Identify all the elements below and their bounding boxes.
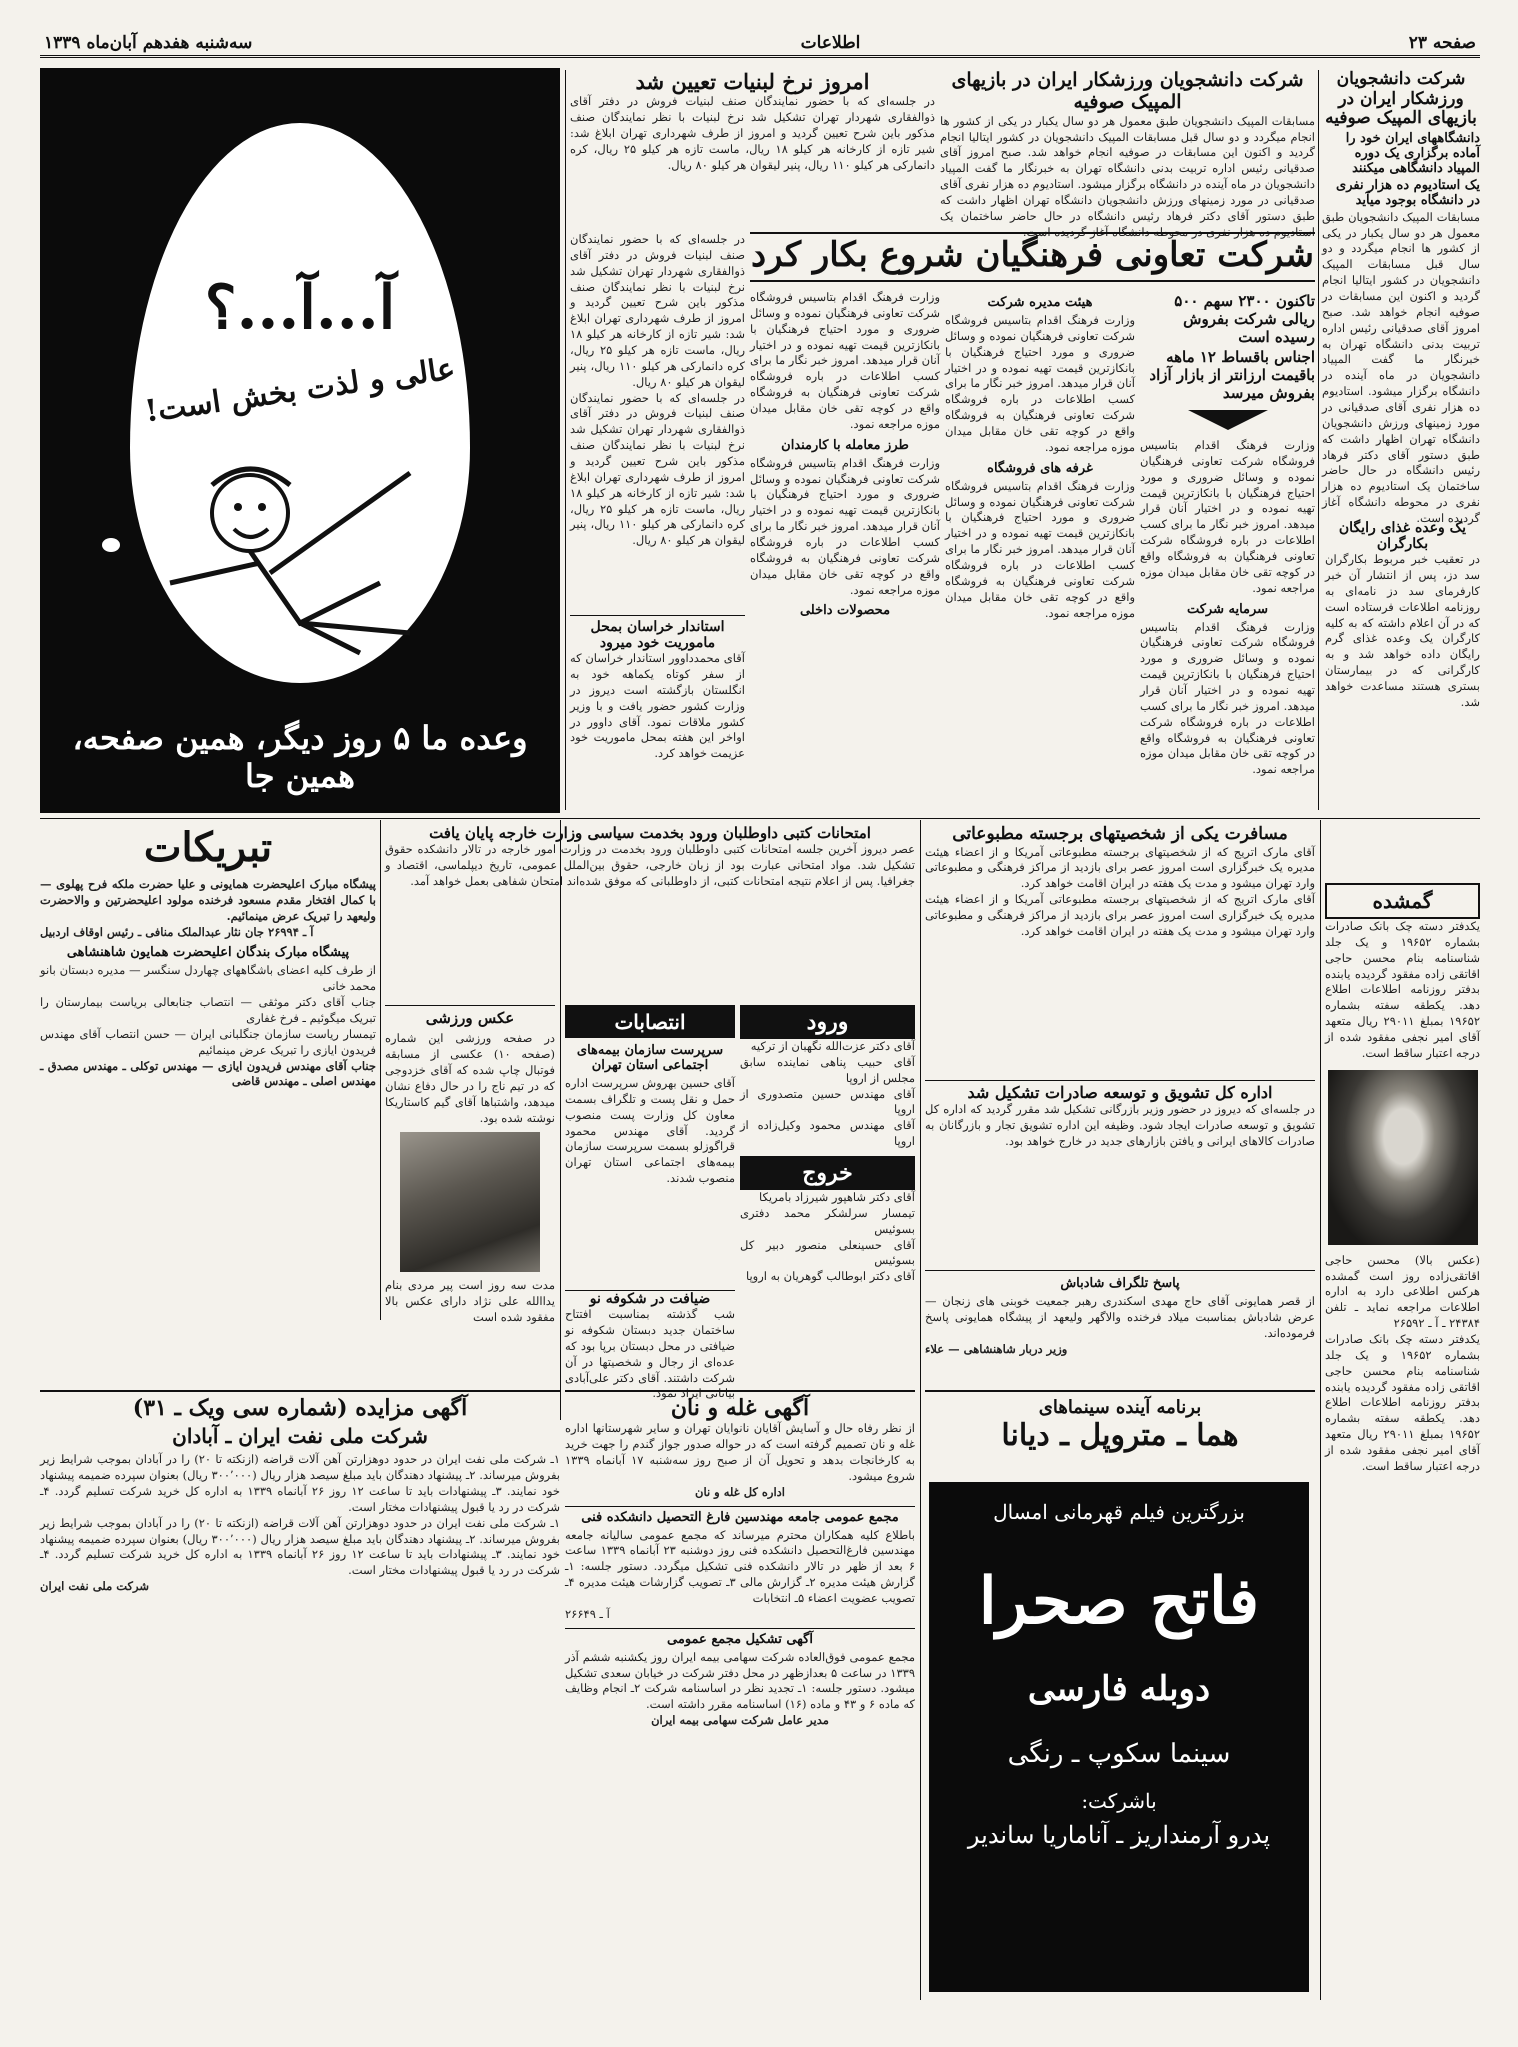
issue-date: سه‌شنبه هفدهم آبان‌ماه ۱۳۳۹: [44, 32, 253, 53]
coop-headline: شرکت تعاونی فرهنگیان شروع بکار کرد: [750, 235, 1315, 275]
sports-headline: شرکت دانشجویان ورزشکار ایران در بازیهای المپیک صوفیه: [1325, 69, 1477, 129]
cinema-poster: [929, 1482, 1309, 1992]
exams-article: [385, 825, 915, 1000]
coop-note: اجناس باقساط ۱۲ ماهه باقیمت ارزانتر از بازار آزاد بفروش میرسد: [1149, 348, 1315, 402]
arrivals-item: آقای حبیب پناهی نماینده سابق مجلس از اروپا: [740, 1054, 915, 1085]
lost-title: گمشده: [1325, 883, 1480, 919]
telegram-body: از قصر همایونی آقای حاج مهدی اسکندری رهبر جمعیت خوبنی های زنجان — عرض شادباش بمناسبت میلاد فرخنده والاگهر ولیعهد از پیشگاه همایونی پاسخ فرموده‌اند.: [925, 1294, 1315, 1340]
departures-item: آقای حسینعلی منصور دبیر کل بسوئیس: [740, 1237, 915, 1268]
coop-banner: [750, 232, 1315, 282]
coop-subhead: غرفه های فروشگاه: [987, 460, 1093, 476]
insurance-sign: مدیر عامل شرکت سهامی بیمه ایران: [651, 1713, 829, 1728]
coop-notes: [1140, 290, 1315, 810]
column-rule: [380, 820, 381, 1320]
free-lunch-body: در تعقیب خبر مربوط بکارگران سد دز، پس از انتشار آن خبر کارفرمای سد دز نامه‌ای به روزنامه اطلاعات فرستاده است که در آن اعلام داشته که به کلیه کارگران یک وعده غذای گرم رایگان داده خواهد شد و به کارگرانی که در بیمارستان بستری هستند مساعدت خواهد شد.: [1325, 552, 1480, 709]
auction-body: ۱ـ شرکت ملی نفت ایران در حدود دوهزارتن آهن آلات قراضه (ازنکته تا ۲۰) را در آبادان بموجب شرایط زیر بفروش میرساند. ۲ـ پیشنهاد دهندگان باید مبلغ سیصد هزار ریال (۳۰۰٬۰۰۰ ریال) بعنوان سپرده ضمیمه پیشنهاد خود نمایند. ۳ـ پیشنهادات باید تا ساعت ۱۲ روز ۲۶ آبانماه ۱۳۳۹ به اداره کل خرید شرکت تسلیم گردد. ۴ـ شرکت در رد یا قبول پیشنهادات مختار است.: [40, 1452, 561, 1514]
sports-bullet: دانشگاههای ایران خود را آماده برگزاری یک دوره المپیاد دانشگاهی میکنند: [1345, 130, 1480, 176]
visit-body: آقای مارک اتریج که از شخصیتهای برجسته مطبوعاتی آمریکا و از اعضاء هیئت مدیره یک خبرگزاری است امروز عصر برای بازدید از مراکز فرهنگی و مطبوعاتی وارد تهران میشود و مدت یک هفته در ایران اقامت خواهد کرد.: [925, 844, 1315, 891]
sports-continuation: [940, 69, 1315, 239]
section-rule: [40, 818, 1480, 819]
congrats-item: جناب آقای مهندس فریدون ایازی — مهندس توکلی ـ مهندس مصدق ـ مهندس اصلی ـ مهندس قاضی: [40, 1058, 376, 1089]
congrats-item: جناب آقای دکتر موثقی — انتصاب جنابعالی بریاست بیمارستان را تبریک میگوئیم ـ فرخ غفاری: [40, 995, 376, 1026]
congrats-item: آ ـ ۲۶۹۹۴ جان نثار عبدالملک منافی ـ رئیس اوقاف اردبیل: [40, 924, 314, 939]
coop-note: تاکنون ۲۳۰۰ سهم ۵۰۰ ریالی شرکت بفروش رسیده است: [1174, 292, 1315, 346]
column-rule: [920, 820, 921, 2000]
departures-item: تیمسار سرلشکر محمد دفتری بسوئیس: [740, 1205, 915, 1236]
milk-article: [570, 70, 935, 230]
travel-section: [740, 1005, 915, 1385]
column-rule: [1320, 820, 1321, 2000]
sports-photo-body: در صفحه ورزشی این شماره (صفحه ۱۰) عکسی از مسابقه فوتبال چاپ شده که آقای خزدوجی که در تیم ناج را در حال دفاع نشان میدهد، واشتباها آقای گیم کاستاریکا نوشته شده بود.: [385, 1031, 555, 1125]
cartoon-man-icon: [150, 433, 450, 663]
lost-body-cont: یکدفتر دسته چک بانک صادرات بشماره ۱۹۶۵۲ و یک جلد شناسنامه بنام محسن حاجی اقاتقی زاده مفقود گردیده یابنده بدفتر روزنامه اطلاعات اطلاع دهد. یکطقه سفته بشماره ۱۹۶۵۲ بمبلغ ۲۹۰۱۱ ریال متعهد آقای امیر نجفی مفقود شده از درجه اعتبار ساقط است.: [1325, 1332, 1480, 1473]
insurance-body: مجمع عمومی فوق‌العاده شرکت سهامی بیمه ایران روز یکشنبه ششم آذر ۱۳۳۹ در ساعت ۵ بعدازظهر در محل دفتر شرکت در خیابان سعدی تشکیل میشود. دستور جلسه: ۱ـ تجدید نظر در اساسنامه شرکت ۲ـ انجام وظایف که ماده ۶ و ۴۳ و ماده (۱۶) اساسنامه مقرر داشته است.: [565, 1649, 916, 1712]
sports-photo-caption: مدت سه روز است پیر مردی بنام یداالله علی نژاد دارای عکس بالا مفقود شده است: [385, 1278, 555, 1325]
sports-body-cont: مسابقات المپیک دانشجویان طبق معمول هر دو سال یکبار در یکی از کشور ها انجام میگردد و دو سال قبل مسابقات المپیک دانشجویان در کشور ایتالیا انجام گردید و اکنون این مسابقات در صوفیه انجام خواهد شد. صبح امروز آقای صدقیانی رئیس اداره تربیت بدنی دانشگاه تهران به خبرنگار ما گفت المپیاد دانشجویان در ماه آینده در دانشگاه برگزار میشود. استادیوم ده هزار نفری آقای صدقیانی در مورد زمینهای ورزش دانشجویان دانشگاه تهران اظهار داشت که طبق دستور آقای دکتر فرهاد رئیس دانشگاه در حال حاضر ساختمان یک استادیوم ده هزار نفری در محوطه دانشگاه آغاز گردیده است.: [940, 113, 1315, 239]
grain-sign: اداره کل غله و نان: [695, 1484, 785, 1499]
sports-body: مسابقات المپیک دانشجویان طبق معمول هر دو سال یکبار در یکی از کشور ها انجام میگردد و دو سال قبل مسابقات المپیک دانشجویان در کشور ایتالیا انجام گردید و اکنون این مسابقات در صوفیه انجام خواهد شد. صبح امروز آقای صدقیانی رئیس اداره تربیت بدنی دانشگاه تهران به خبرنگار ما گفت المپیاد دانشجویان در ماه آینده در دانشگاه برگزار میشود. استادیوم ده هزار نفری آقای صدقیانی در مورد زمینهای ورزش دانشجویان دانشگاه تهران اظهار داشت که طبق دستور آقای دکتر فرهاد رئیس دانشگاه در حال حاضر ساختمان یک استادیوم ده هزار نفری در محوطه دانشگاه آغاز گردیده است.: [1322, 209, 1480, 525]
sports-headline-wide: شرکت دانشجویان ورزشکار ایران در بازیهای المپیک صوفیه: [951, 69, 1304, 113]
grain-headline: آگهی غله و نان: [670, 1395, 810, 1421]
arrivals-item: آقای مهندس محمود وکیل‌زاده از اروپا: [740, 1118, 915, 1149]
coop-subhead: سرمایه شرکت: [1186, 601, 1269, 617]
column-rule: [565, 70, 566, 810]
insurance-title: آگهی تشکیل مجمع عمومی: [565, 1628, 915, 1647]
congrats-item: از طرف کلیه اعضای باشگاههای چهاردل سنگسر — مدیره دبستان بانو محمد خانی: [40, 963, 376, 994]
departures-item: آقای دکتر ابوطالب گوهریان به اروپا: [745, 1269, 915, 1284]
cinema-names: هما ـ متروپل ـ دیانا: [1001, 1417, 1239, 1453]
auction-section: [40, 1390, 560, 2000]
milk-body-cont: در جلسه‌ای که با حضور نمایندگان صنف لبنیات فروش در دفتر آقای ذوالفقاری شهردار تهران تشکیل شد نرخ لبنیات با نظر نمایندگان صنف مذکور باین شرح تعیین گردید و امروز از طرف شهرداری تهران ابلاغ شد: شیر تازه از کارخانه هر کیلو ۱۸ ریال، ماست تازه هر کیلو ۲۵ ریال، کره دانمارکی هر کیلو ۱۱۰ ریال، پنیر لیقوان هر کیلو ۸۰ ریال.: [570, 232, 745, 389]
coop-col2: [945, 290, 1135, 810]
elections-sub: سرپرست سازمان بیمه‌های اجتماعی استان تهران: [576, 1043, 724, 1073]
grain-body: از نظر رفاه حال و آسایش آقایان نانوایان تهران و سایر شهرستانها اداره غله و نان تصمیم گرفته است که در حواله صدور جواز گندم را جهت خرید به کارخانجات بدهد و تحویل آن از صبح روز سه‌شنبه ۱۷ آبانماه ۱۳۳۹ شروع میشود.: [565, 1421, 915, 1483]
export-headline: اداره کل تشویق و توسعه صادرات تشکیل شد: [967, 1083, 1273, 1102]
coop-col3: [750, 290, 940, 810]
lost-section: [1325, 825, 1480, 2005]
column-rule: [1318, 70, 1319, 810]
congrats-title: تبریکات: [143, 824, 273, 871]
telegram-article: [925, 1270, 1315, 1385]
lost-caption: (عکس بالا) محسن حاجی اقاتقی‌زاده روز است گمشده هرکس اطلاعی دارد به اداره اطلاعات مراجعه نماید ـ تلفن ۲۴۳۸۴ ـ آ ـ ۲۶۵۹۲: [1325, 1252, 1480, 1331]
egg-exclamation: آ...آ...؟: [204, 273, 396, 343]
congrats-item: پیشگاه مبارک بندگان اعلیحضرت همایون شاهنشاهی: [66, 945, 350, 961]
shokoufeh-body: شب گذشته بمناسبت افتتاح ساختمان جدید دبستان شکوفه نو ضیافتی در محل دبستان برپا بود که عده‌ای از رجال و شخصیتها در آن شرکت داشتند. آقای دکتر علی‌آبادی بیاناتی ایراد نمود.: [565, 1307, 735, 1401]
coop-body: وزارت فرهنگ اقدام بتاسیس فروشگاه شرکت تعاونی فرهنگیان نموده و وسائل ضروری و مورد احتیاج فرهنگیان با بانکازترین قیمت تهیه نموده و در اختیار آنان قرار میدهد. امروز خبر نگار ما برای کسب اطلاعات در باره فروشگاه شرکت تعاونی فرهنگیان به فروشگاه واقع در کوچه تقی خان مقابل میدان موزه مراجعه نمود.: [750, 455, 940, 597]
coop-body: وزارت فرهنگ اقدام بتاسیس فروشگاه شرکت تعاونی فرهنگیان نموده و وسائل ضروری و مورد احتیاج فرهنگیان با بانکازترین قیمت تهیه نموده و در اختیار آنان قرار میدهد. امروز خبر نگار ما برای کسب اطلاعات در باره فروشگاه شرکت تعاونی فرهنگیان به فروشگاه واقع در کوچه تقی خان مقابل میدان موزه مراجعه نمود.: [945, 478, 1135, 620]
page-number: صفحه ۲۳: [1408, 32, 1476, 53]
coop-body: وزارت فرهنگ اقدام بتاسیس فروشگاه شرکت تعاونی فرهنگیان نموده و وسائل ضروری و مورد احتیاج فرهنگیان با بانکازترین قیمت تهیه نموده و در اختیار آنان قرار میدهد. امروز خبر نگار ما برای کسب اطلاعات در باره فروشگاه شرکت تعاونی فرهنگیان به فروشگاه واقع در کوچه تقی خان مقابل میدان موزه مراجعه نمود.: [750, 290, 940, 431]
visit-body-cont: آقای مارک اتریج که از شخصیتهای برجسته مطبوعاتی آمریکا و از اعضاء هیئت مدیره یک خبرگزاری است امروز عصر برای بازدید از مراکز فرهنگی و مطبوعاتی وارد تهران میشود و مدت یک هفته در ایران اقامت خواهد کرد.: [925, 892, 1315, 938]
free-lunch-headline: یک وعده غذای رایگان بکارگران: [1338, 520, 1467, 553]
auction-body-cont: ۱ـ شرکت ملی نفت ایران در حدود دوهزارتن آهن آلات قراضه (ازنکته تا ۲۰) را در آبادان بموجب شرایط زیر بفروش میرساند. ۲ـ پیشنهاد دهندگان باید مبلغ سیصد هزار ریال (۳۰۰٬۰۰۰ ریال) بعنوان سپرده ضمیمه پیشنهاد خود نمایند. ۳ـ پیشنهادات باید تا ساعت ۱۲ روز ۲۶ آبانماه ۱۳۳۹ به اداره کل خرید شرکت تسلیم گردد. ۴ـ شرکت در رد یا قبول پیشنهادات مختار است.: [40, 1515, 561, 1578]
film-tech: سینما سکوپ ـ رنگی: [1007, 1739, 1231, 1769]
khorasan-article: [570, 615, 745, 810]
cinema-title: برنامه آینده سینماهای: [1038, 1397, 1202, 1418]
old-man-photo: [400, 1132, 540, 1272]
arrivals-header: ورود: [740, 1005, 915, 1039]
egg-slogan: عالی و لذت بخش است!: [142, 351, 458, 430]
congrats-item: پیشگاه مبارک اعلیحضرت همایونی و علیا حضرت ملکه فرح پهلوی — با کمال افتخار مقدم مسعود فرخنده مولود اعلیحضرتین و والاحضرت ولیعهد را تبریک عرض مینمائیم.: [40, 877, 376, 923]
export-article: [925, 1080, 1315, 1265]
coop-body: وزارت فرهنگ اقدام بتاسیس فروشگاه شرکت تعاونی فرهنگیان نموده و وسائل ضروری و مورد احتیاج فرهنگیان با بانکازترین قیمت تهیه نموده و در اختیار آنان قرار میدهد. امروز خبر نگار ما برای کسب اطلاعات در باره فروشگاه شرکت تعاونی فرهنگیان به فروشگاه واقع در کوچه تقی خان مقابل میدان موزه مراجعه نمود.: [945, 313, 1135, 454]
elections-body: آقای حسین بهروش سرپرست اداره حمل و نقل پست و تلگراف بسمت معاون کل وزارت پست منصوب گردید. آقای مهندس محمود قراگوزلو بسمت سرپرست سازمان بیمه‌های اجتماعی استان تهران منصوب شدند.: [565, 1076, 735, 1186]
sports-bullet: یک استادیوم ده هزار نفری در دانشگاه بوجود میآید: [1336, 177, 1480, 208]
telegram-sign: وزیر دربار شاهنشاهی — علاء: [925, 1341, 1068, 1356]
milk-body-cont2: در جلسه‌ای که با حضور نمایندگان صنف لبنیات فروش در دفتر آقای ذوالفقاری شهردار تهران تشکیل شد نرخ لبنیات با نظر نمایندگان صنف مذکور باین شرح تعیین گردید و امروز از طرف شهرداری تهران ابلاغ شد: شیر تازه از کارخانه هر کیلو ۱۸ ریال، ماست تازه هر کیلو ۲۵ ریال، کره دانمارکی هر کیلو ۱۱۰ ریال، پنیر لیقوان هر کیلو ۸۰ ریال.: [570, 390, 745, 548]
telegram-title: پاسخ تلگراف شادباش: [1060, 1276, 1180, 1291]
visit-headline: مسافرت یکی از شخصیتهای برجسته مطبوعاتی: [952, 824, 1288, 844]
graduates-title: مجمع عمومی جامعه مهندسین فارغ التحصیل دانشکده فنی: [565, 1506, 915, 1525]
milk-headline: امروز نرخ لبنیات تعیین شد: [635, 69, 870, 94]
auction-sign: شرکت ملی نفت ایران: [40, 1579, 150, 1594]
congrats-section: [40, 825, 376, 1365]
graduates-sign: آ ـ ۲۶۶۴۹: [565, 1606, 610, 1621]
elections-header: انتصابات: [565, 1006, 735, 1038]
coop-subhead: طرز معامله با کارمندان: [781, 437, 909, 453]
khorasan-body: آقای محمدداوور استاندار خراسان که از سفر کوتاه یکماهه خود به انگلستان بازگشته است دیروز در وزارت کشور حضور یافت و با وزیر کشور ملاقات نمود. آقای داوور در اواخر این هفته بمحل ماموریت خود عزیمت خواهد کرد.: [570, 651, 745, 761]
visit-article: [925, 825, 1315, 1075]
coop-body: وزارت فرهنگ اقدام بتاسیس فروشگاه شرکت تعاونی فرهنگیان نموده و وسائل ضروری و مورد احتیاج فرهنگیان با بانکازترین قیمت تهیه نموده و در اختیار آنان قرار میدهد. امروز خبر نگار ما برای کسب اطلاعات در باره فروشگاه شرکت تعاونی فرهنگیان به فروشگاه واقع در کوچه تقی خان مقابل میدان موزه مراجعه نمود.: [1140, 619, 1315, 777]
notices-section: [565, 1390, 915, 2000]
departures-item: آقای دکتر شاهپور شیرزاد بامریکا: [759, 1190, 915, 1205]
missing-person-photo: [1328, 1070, 1478, 1245]
egg-ad-footer: وعده ما ۵ روز دیگر، همین صفحه، همین جا: [72, 719, 528, 795]
paper-name: اطلاعات: [800, 32, 861, 53]
cinema-section: [925, 1390, 1315, 2000]
milk-body: در جلسه‌ای که با حضور نمایندگان صنف لبنیات فروش در دفتر آقای ذوالفقاری شهردار تهران تشکیل شد نرخ لبنیات با نظر نمایندگان صنف مذکور باین شرح تعیین گردید و امروز از طرف شهرداری تهران ابلاغ شد: شیر تازه از کارخانه هر کیلو ۱۸ ریال، ماست تازه هر کیلو ۲۵ ریال، کره دانمارکی هر کیلو ۱۱۰ ریال، پنیر لیقوان هر کیلو ۸۰ ریال.: [570, 94, 935, 172]
arrivals-item: آقای دکتر عزت‌الله نگهبان از ترکیه: [750, 1039, 915, 1053]
arrivals-item: آقای مهندس حسین متصدوری از اروپا: [740, 1086, 915, 1117]
film-cast-label: باشرکت:: [1081, 1789, 1157, 1813]
lost-body: یکدفتر دسته چک بانک صادرات بشماره ۱۹۶۵۲ و یک جلد شناسنامه بنام محسن حاجی اقاتقی زاده مفقود گردیده یابنده بدفتر روزنامه اطلاعات اطلاع دهد. یکطقه سفته بشماره ۱۹۶۵۲ بمبلغ ۲۹۰۱۱ ریال متعهد آقای امیر نجفی مفقود شده از درجه اعتبار ساقط است.: [1325, 919, 1480, 1060]
shokoufeh-article: [565, 1290, 735, 1401]
coop-subhead: محصولات داخلی: [799, 603, 891, 619]
sparkle-icon: [102, 538, 120, 552]
film-cast: پدرو آرمنداریز ـ آناماریا ساندیر: [967, 1821, 1271, 1849]
auction-company: شرکت ملی نفت ایران ـ آبادان: [172, 1424, 428, 1449]
congrats-item: تیمسار ریاست سازمان جنگلبانی ایران — حسن انتصاب آقای مهندس فریدون ایازی را تبریک عرض مینمائیم: [40, 1026, 376, 1057]
exams-headline: امتحانات کتبی داوطلبان ورود بخدمت سیاسی وزارت خارجه پایان یافت: [429, 824, 871, 842]
coop-subhead: هیئت مدیره شرکت: [987, 295, 1093, 310]
shokoufeh-headline: ضیافت در شکوفه نو: [589, 1291, 711, 1307]
elections-section: [565, 1005, 735, 1285]
milk-cont: [570, 232, 745, 612]
film-title: فاتح صحرا: [978, 1564, 1260, 1639]
egg-shape: [130, 123, 470, 683]
departures-header: خروج: [740, 1156, 915, 1190]
auction-headline: آگهی مزایده (شماره سی ویک ـ ۳۱): [132, 1395, 468, 1421]
arrow-down-icon: [1188, 410, 1268, 430]
coop-body: وزارت فرهنگ اقدام بتاسیس فروشگاه شرکت تعاونی فرهنگیان نموده و وسائل ضروری و مورد احتیاج فرهنگیان با بانکازترین قیمت تهیه نموده و در اختیار آنان قرار میدهد. امروز خبر نگار ما برای کسب اطلاعات در باره فروشگاه شرکت تعاونی فرهنگیان به فروشگاه واقع در کوچه تقی خان مقابل میدان موزه مراجعه نمود.: [1140, 438, 1315, 595]
cinema-tag: بزرگترین فیلم قهرمانی امسال: [993, 1500, 1245, 1524]
free-lunch-article: [1325, 520, 1480, 810]
egg-advertisement: [40, 68, 560, 813]
exams-body: عصر دیروز آخرین جلسه امتحانات کتبی داوطلبان ورود بخدمت در وزارت امور خارجه در تالار دانشکده حقوق تشکیل شد. مواد امتحانی عبارت بود از زبان خارجی، حقوق بین‌الملل عمومی، تاریخ دیپلماسی، اقتصاد و جغرافیا. پس از اعلام نتیجه امتحانات کتبی، از داوطلبانی که موفق شده‌اند امتحان شفاهی بعمل خواهد آمد.: [385, 842, 915, 888]
sports-photo-section: [385, 1005, 555, 1375]
sports-photo-title: عکس ورزشی: [425, 1009, 515, 1027]
page-header: [40, 30, 1480, 58]
khorasan-headline: استاندار خراسان بمحل ماموریت خود میرود: [590, 619, 725, 652]
film-dub: دوبله فارسی: [1027, 1669, 1211, 1709]
export-body: در جلسه‌ای که دیروز در حضور وزیر بازرگانی تشکیل شد مقرر گردید که اداره کل تشویق و توسعه صادرات ایجاد شود. وظیفه این اداره تشویق تجار و بازرگانان به صادرات کالاهای ایرانی و یافتن بازارهای جدید در خارج خواهد بود.: [925, 1102, 1315, 1149]
graduates-body: باطلاع کلیه همکاران محترم میرساند که مجمع عمومی سالیانه جامعه مهندسین فارغ‌التحصیل دانشکده فنی روز دوشنبه ۲۳ آبانماه ۱۳۳۹ ساعت ۶ بعد از ظهر در تالار دانشکده فنی تشکیل میگردد. دستور جلسه: ۱ـ گزارش هیئت مدیره ۲ـ گزارش مالی ۳ـ تصویب گزارشات هیئت مدیره ۴ـ تصویب عضویت اعضاء ۵ـ انتخابات: [565, 1527, 916, 1606]
